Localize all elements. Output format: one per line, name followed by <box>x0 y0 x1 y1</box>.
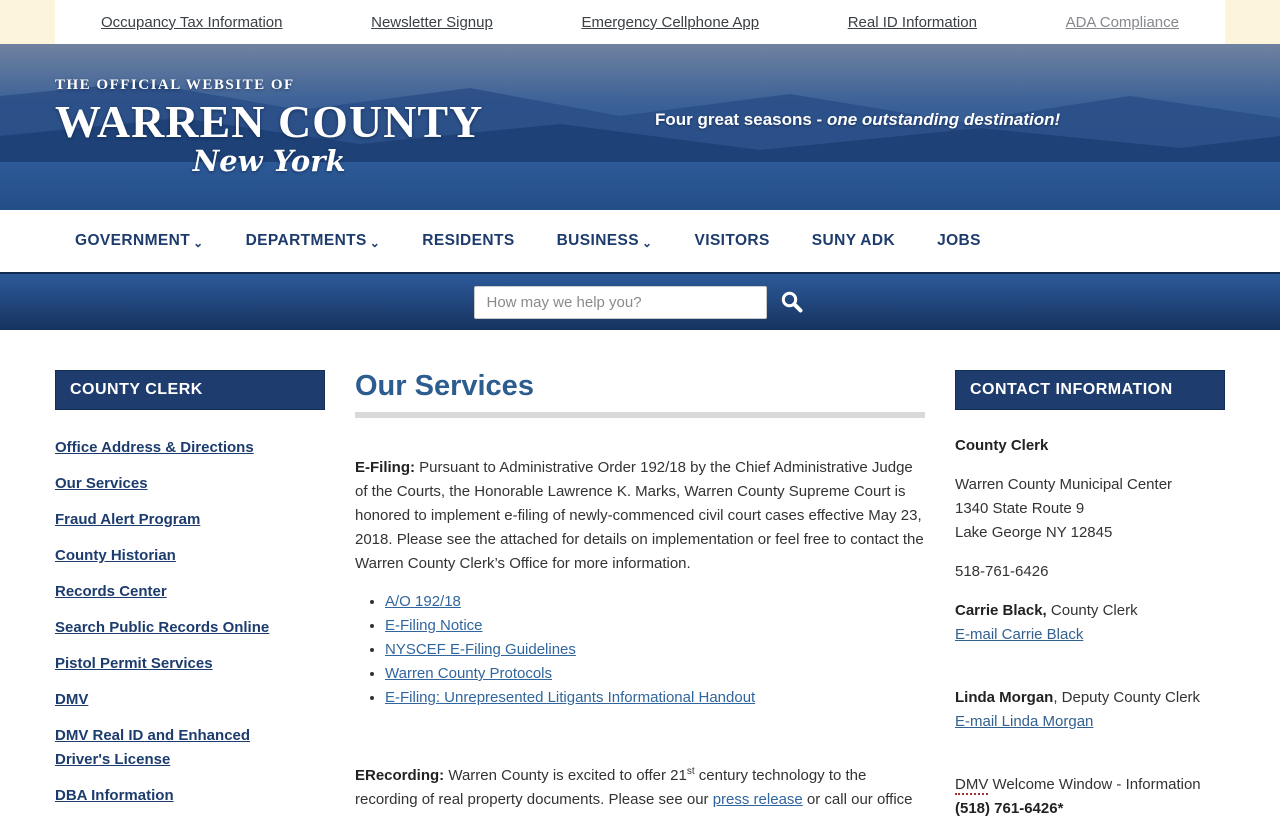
address-line: Lake George NY 12845 <box>955 524 1113 541</box>
page-title: Our Services <box>355 370 534 402</box>
list-item <box>55 508 293 532</box>
nav-item-government[interactable] <box>75 232 204 250</box>
erecording-text: century technology to the recording of real property documents. Please see our <box>355 767 867 808</box>
list-item <box>55 472 293 496</box>
press-release-link[interactable]: press release <box>712 791 803 808</box>
sidebar-link-pistol-permit[interactable]: Pistol Permit Services <box>55 655 213 672</box>
contact-phone: 518-761-6426 <box>955 563 1049 580</box>
link-warren-county-protocols[interactable]: Warren County Protocols <box>385 665 553 682</box>
dmv-abbreviation: DMV <box>955 776 989 793</box>
nav-item-label: DEPARTMENTS <box>245 232 367 249</box>
sidebar-link-dmv[interactable]: DMV <box>55 691 89 708</box>
efiling-label: E-Filing: <box>355 459 415 476</box>
efiling-paragraph <box>355 456 925 576</box>
nav-item-label: RESIDENTS <box>422 232 515 249</box>
search-icon <box>780 290 804 314</box>
nav-item-departments[interactable] <box>246 232 381 250</box>
list-item <box>55 652 293 676</box>
right-sidebar <box>955 370 1225 821</box>
logo-title: WARREN COUNTY <box>55 96 484 147</box>
link-ao-192-18[interactable]: A/O 192/18 <box>385 593 461 610</box>
person-role: County Clerk <box>1046 602 1138 619</box>
list-item <box>385 638 925 662</box>
person-name: Linda Morgan <box>955 689 1054 706</box>
utility-nav <box>55 0 1225 44</box>
nav-item-label: JOBS <box>937 232 981 249</box>
sidebar-link-office-address[interactable]: Office Address & Directions <box>55 439 254 456</box>
email-carrie-black-link[interactable]: E-mail Carrie Black <box>955 626 1084 643</box>
sidebar-link-our-services[interactable]: Our Services <box>55 475 148 492</box>
site-logo[interactable] <box>55 78 483 176</box>
utility-link-occupancy-tax[interactable]: Occupancy Tax Information <box>101 13 283 31</box>
erecording-label: ERecording: <box>355 767 445 784</box>
sidebar-link-dba-information[interactable]: DBA Information <box>55 787 174 804</box>
sidebar-link-search-public-records[interactable]: Search Public Records Online <box>55 619 270 636</box>
email-linda-morgan-link[interactable]: E-mail Linda Morgan <box>955 713 1094 730</box>
person-role: , Deputy County Clerk <box>1053 689 1201 706</box>
utility-link-ada-compliance[interactable]: ADA Compliance <box>1065 13 1179 31</box>
list-item <box>385 662 925 686</box>
utility-link-emergency-app[interactable]: Emergency Cellphone App <box>581 13 760 31</box>
left-sidebar <box>55 370 325 821</box>
utility-link-newsletter[interactable]: Newsletter Signup <box>371 13 493 31</box>
chevron-down-icon: ⌄ <box>642 235 653 250</box>
sidebar-heading: COUNTY CLERK <box>55 370 325 410</box>
sidebar-link-list <box>55 436 325 808</box>
list-item <box>385 614 925 638</box>
nav-item-jobs[interactable] <box>937 232 981 250</box>
contact-address <box>955 473 1225 545</box>
list-item <box>55 784 293 808</box>
search-band <box>0 272 1280 330</box>
sidebar-link-dmv-real-id[interactable]: DMV Real ID and Enhanced Driver's License <box>55 727 251 768</box>
contact-person-clerk <box>955 599 1225 647</box>
nav-item-label: GOVERNMENT <box>75 232 191 249</box>
list-item <box>55 436 293 460</box>
nav-item-suny-adk[interactable] <box>812 232 895 250</box>
utility-link-real-id[interactable]: Real ID Information <box>847 13 977 31</box>
contact-heading: CONTACT INFORMATION <box>955 370 1225 410</box>
main-nav <box>0 210 1280 272</box>
search-input[interactable] <box>474 286 767 319</box>
list-item <box>55 580 293 604</box>
list-item <box>385 686 925 710</box>
tagline-italic: one outstanding destination! <box>826 110 1061 129</box>
list-item <box>55 724 293 772</box>
logo-subtitle: New York <box>192 144 346 178</box>
nav-item-business[interactable] <box>557 232 653 250</box>
logo-pretitle: THE OFFICIAL WEBSITE OF <box>55 77 295 93</box>
list-item <box>55 616 293 640</box>
chevron-down-icon: ⌄ <box>369 235 381 250</box>
address-line: 1340 State Route 9 <box>955 500 1085 517</box>
efiling-text: Pursuant to Administrative Order 192/18 by the Chief Administrative Judge of the Courts, the Honorable Lawrence K. Marks, Warren County Supreme Court is honored to implement e-filing of newly-commenced civil court cases effective May 23, 2018. Please see the attached for details on implementation or feel free to contact the Warren County Clerk’s Office for more information. <box>355 459 924 572</box>
nav-item-label: SUNY ADK <box>811 232 896 249</box>
link-efiling-notice[interactable]: E-Filing Notice <box>385 617 483 634</box>
nav-item-label: BUSINESS <box>556 232 640 249</box>
efiling-document-list <box>355 590 925 710</box>
contact-person-deputy <box>955 686 1225 734</box>
sidebar-link-records-center[interactable]: Records Center <box>55 583 167 600</box>
person-name: Carrie Black, <box>955 602 1047 619</box>
list-item <box>55 688 293 712</box>
nav-item-residents[interactable] <box>422 232 514 250</box>
site-header <box>0 44 1280 210</box>
site-tagline <box>655 110 1060 130</box>
sidebar-link-fraud-alert[interactable]: Fraud Alert Program <box>55 511 201 528</box>
content-area <box>55 330 1225 821</box>
erecording-text: or call our office <box>802 791 913 808</box>
nav-item-label: VISITORS <box>694 232 770 249</box>
erecording-text: Warren County is excited to offer 21 <box>444 767 687 784</box>
address-line: Warren County Municipal Center <box>955 476 1173 493</box>
sidebar-link-county-historian[interactable]: County Historian <box>55 547 176 564</box>
link-unrepresented-litigants-handout[interactable]: E-Filing: Unrepresented Litigants Informational Handout <box>385 689 756 706</box>
utility-bar <box>0 0 1280 44</box>
ordinal-suffix: st <box>686 766 695 777</box>
main-column <box>355 370 925 821</box>
tagline-bold: Four great seasons - <box>655 110 827 129</box>
erecording-paragraph <box>355 760 925 812</box>
list-item <box>55 544 293 568</box>
chevron-down-icon: ⌄ <box>193 235 204 250</box>
contact-department: County Clerk <box>955 437 1049 454</box>
link-nyscef-guidelines[interactable]: NYSCEF E-Filing Guidelines <box>385 641 576 658</box>
search-button[interactable] <box>777 287 807 317</box>
dmv-phone: (518) 761-6426* <box>955 800 1064 817</box>
title-divider <box>355 412 925 418</box>
list-item <box>385 590 925 614</box>
nav-item-visitors[interactable] <box>695 232 770 250</box>
contact-dmv-info <box>955 773 1225 821</box>
dmv-text: Welcome Window - Information <box>988 776 1201 793</box>
